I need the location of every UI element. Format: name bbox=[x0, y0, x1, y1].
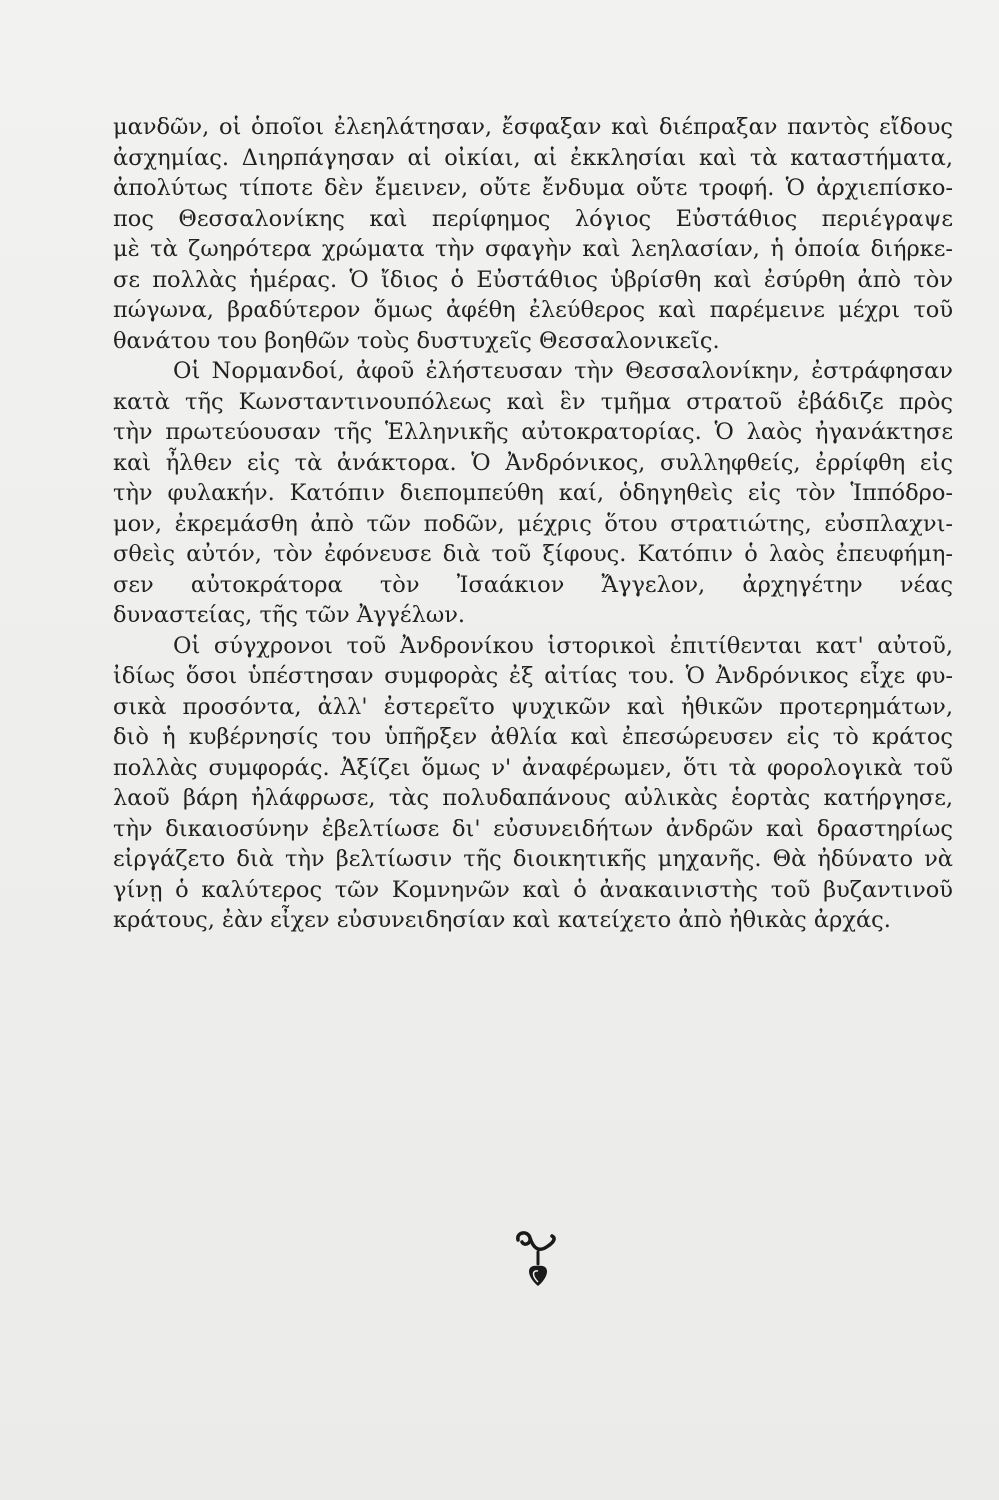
text-line: καὶ ἦλθεν εἰς τὰ ἀνάκτορα. Ὁ Ἀνδρόνικος, συλληφθείς, ἐρρίφθη εἰς bbox=[113, 449, 953, 476]
text-line: μον, ἐκρεμάσθη ἀπὸ τῶν ποδῶν, μέχρις ὅτου στρατιώτης, εὐσπλαχνι- bbox=[113, 510, 953, 537]
text-line: κράτους, ἐὰν εἶχεν εὐσυνειδησίαν καὶ κατείχετο ἀπὸ ἠθικὰς ἀρχάς. bbox=[113, 907, 891, 933]
text-line: τὴν πρωτεύουσαν τῆς Ἑλληνικῆς αὐτοκρατορίας. Ὁ λαὸς ἠγανάκτησε bbox=[113, 419, 953, 445]
text-line: εἰργάζετο διὰ τὴν βελτίωσιν τῆς διοικητικῆς μηχανῆς. Θὰ ἠδύνατο νὰ bbox=[113, 846, 953, 872]
text-line: γίνῃ ὁ καλύτερος τῶν Κομνηνῶν καὶ ὁ ἀνακαινιστὴς τοῦ βυζαντινοῦ bbox=[113, 876, 953, 903]
text-line: τὴν φυλακήν. Κατόπιν διεπομπεύθη καί, ὁδηγηθεὶς εἰς τὸν Ἱππόδρο- bbox=[113, 480, 953, 506]
text-line: διὸ ἡ κυβέρνησίς του ὑπῆρξεν ἀθλία καὶ ἐπεσώρευσεν εἰς τὸ κράτος bbox=[113, 724, 953, 750]
text-line: μὲ τὰ ζωηρότερα χρώματα τὴν σφαγὴν καὶ λεηλασίαν, ἡ ὁποία διήρκε- bbox=[113, 236, 953, 262]
text-line: σικὰ προσόντα, ἀλλ' ἐστερεῖτο ψυχικῶν καὶ ἠθικῶν προτερημάτων, bbox=[113, 693, 953, 720]
text-line: σεν αὐτοκράτορα τὸν Ἰσαάκιον Ἄγγελον, ἀρχηγέτην νέας bbox=[113, 571, 953, 598]
text-line: ἰδίως ὅσοι ὑπέστησαν συμφορὰς ἐξ αἰτίας του. Ὁ Ἀνδρόνικος εἶχε φυ- bbox=[113, 663, 953, 689]
text-line: ἀπολύτως τίποτε δὲν ἔμεινεν, οὔτε ἔνδυμα οὔτε τροφή. Ὁ ἀρχιεπίσκο- bbox=[113, 175, 953, 201]
paragraph-3 bbox=[113, 631, 953, 936]
text-line: δυναστείας, τῆς τῶν Ἀγγέλων. bbox=[113, 602, 466, 628]
text-line: σε πολλὰς ἡμέρας. Ὁ ἴδιος ὁ Εὐστάθιος ὑβρίσθη καὶ ἐσύρθη ἀπὸ τὸν bbox=[113, 266, 953, 293]
text-line: Οἱ σύγχρονοι τοῦ Ἀνδρονίκου ἱστορικοὶ ἐπιτίθενται κατ' αὐτοῦ, bbox=[173, 632, 953, 659]
text-line: μανδῶν, οἱ ὁποῖοι ἐλεηλάτησαν, ἔσφαξαν καὶ διέπραξαν παντὸς εἴδους bbox=[113, 114, 953, 140]
body-text bbox=[113, 112, 953, 936]
paragraph-2 bbox=[113, 356, 953, 631]
text-line: ἀσχημίας. Διηρπάγησαν αἱ οἰκίαι, αἱ ἐκκλησίαι καὶ τὰ καταστήματα, bbox=[113, 144, 953, 171]
text-line: πολλὰς συμφοράς. Ἀξίζει ὅμως ν' ἀναφέρωμεν, ὅτι τὰ φορολογικὰ τοῦ bbox=[113, 754, 953, 781]
text-line: κατὰ τῆς Κωνσταντινουπόλεως καὶ ἓν τμῆμα στρατοῦ ἐβάδιζε πρὸς bbox=[113, 388, 953, 415]
text-line: σθεὶς αὐτόν, τὸν ἐφόνευσε διὰ τοῦ ξίφους. Κατόπιν ὁ λαὸς ἐπευφήμη- bbox=[113, 541, 953, 567]
paragraph-1 bbox=[113, 112, 953, 356]
text-line: τὴν δικαιοσύνην ἐβελτίωσε δι' εὐσυνειδήτων ἀνδρῶν καὶ δραστηρίως bbox=[113, 815, 953, 842]
fleuron-ornament-icon bbox=[510, 1228, 560, 1288]
text-line: λαοῦ βάρη ἠλάφρωσε, τὰς πολυδαπάνους αὐλικὰς ἑορτὰς κατήργησε, bbox=[113, 785, 953, 811]
text-line: πος Θεσσαλονίκης καὶ περίφημος λόγιος Εὐστάθιος περιέγραψε bbox=[113, 205, 953, 232]
text-line: Οἱ Νορμανδοί, ἀφοῦ ἐλήστευσαν τὴν Θεσσαλονίκην, ἐστράφησαν bbox=[173, 358, 953, 384]
text-line: θανάτου του βοηθῶν τοὺς δυστυχεῖς Θεσσαλονικεῖς. bbox=[113, 327, 720, 354]
text-line: πώγωνα, βραδύτερον ὅμως ἀφέθη ἐλεύθερος καὶ παρέμεινε μέχρι τοῦ bbox=[113, 297, 953, 323]
